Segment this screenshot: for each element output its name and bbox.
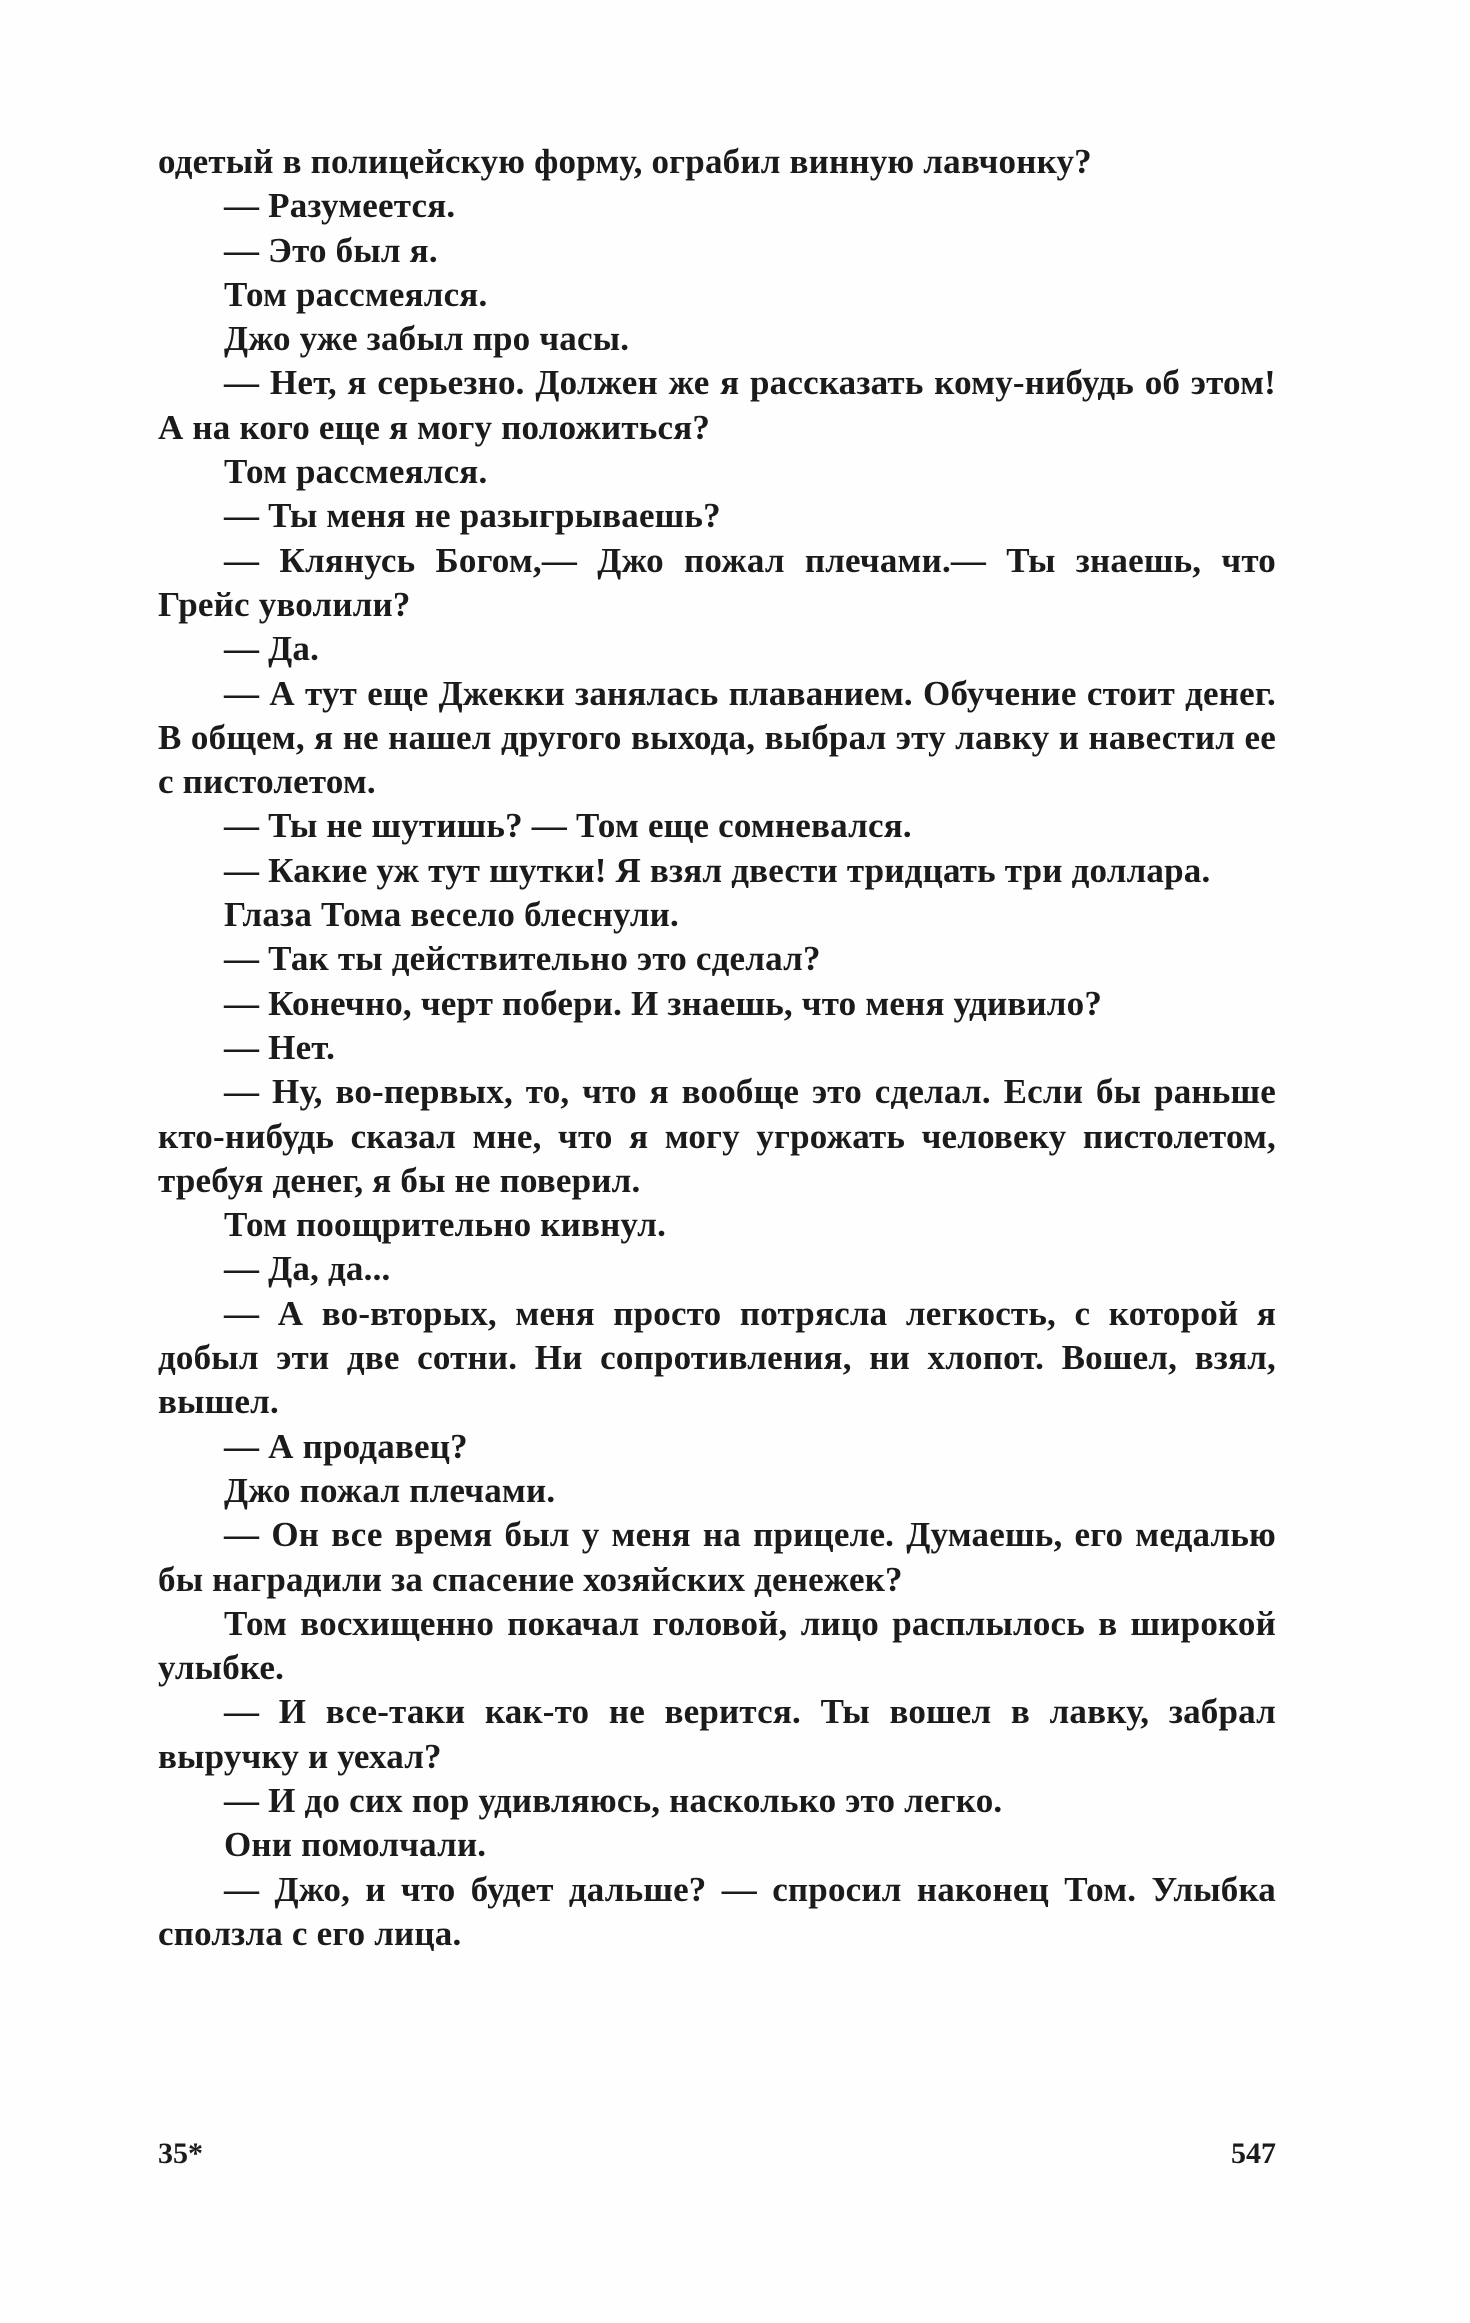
paragraph: Джо пожал плечами. <box>224 1470 556 1510</box>
paragraph: — Ты меня не разыгрываешь? <box>224 496 721 536</box>
paragraph: — Да. <box>224 629 320 669</box>
paragraph: — Клянусь Богом,— Джо пожал плечами.— Ты знаешь, что Грейс уволили? <box>158 540 1276 624</box>
paragraph: — А продавец? <box>224 1426 468 1466</box>
paragraph: — Нет, я серьезно. Должен же я рассказать кому-нибудь об этом! А на кого еще я могу положиться? <box>158 363 1276 447</box>
paragraph: Том рассмеялся. <box>224 274 488 314</box>
page-footer <box>158 2132 1276 2176</box>
paragraph: Они помолчали. <box>224 1825 487 1865</box>
paragraph: — Да, да... <box>224 1249 391 1289</box>
paragraph: — Ну, во-первых, то, что я вообще это сделал. Если бы раньше кто-нибудь сказал мне, что я могу угрожать человеку пистолетом, требуя денег, я бы не поверил. <box>158 1072 1276 1200</box>
paragraph: — А во-вторых, меня просто потрясла легкость, с которой я добыл эти две сотни. Ни сопротивления, ни хлопот. Вошел, взял, вышел. <box>158 1293 1276 1422</box>
paragraph: — Нет. <box>224 1027 336 1067</box>
paragraph: — Джо, и что будет дальше? — спросил наконец Том. Улыбка сползла с его лица. <box>158 1869 1276 1953</box>
paragraph: — Так ты действительно это сделал? <box>224 939 821 979</box>
paragraph: — Это был я. <box>224 230 438 270</box>
paragraph: Том поощрительно кивнул. <box>224 1205 667 1245</box>
paragraph: — Какие уж тут шутки! Я взял двести тридцать три доллара. <box>224 850 1211 890</box>
paragraph: — А тут еще Джекки занялась плаванием. Обучение стоит денег. В общем, я не нашел другого выхода, выбрал эту лавку и навестил ее с пистолетом. <box>158 673 1276 802</box>
paragraph: — И до сих пор удивляюсь, насколько это легко. <box>224 1780 1003 1820</box>
paragraph: — Он все время был у меня на прицеле. Думаешь, его медалью бы наградили за спасение хозяйских денежек? <box>158 1515 1276 1599</box>
paragraph: Джо уже забыл про часы. <box>224 319 630 359</box>
paragraph: — Конечно, черт побери. И знаешь, что меня удивило? <box>224 983 1103 1023</box>
paragraph: Глаза Тома весело блеснули. <box>224 895 679 935</box>
paragraph: Том восхищенно покачал головой, лицо расплылось в широкой улыбке. <box>158 1603 1276 1688</box>
printer-signature-mark: 35* <box>158 2137 203 2170</box>
paragraph: Том рассмеялся. <box>224 452 488 492</box>
paragraph: — Разумеется. <box>224 186 456 226</box>
paragraph: — И все-таки как-то не верится. Ты вошел в лавку, забрал выручку и уехал? <box>158 1692 1276 1776</box>
body-text <box>158 140 1276 1956</box>
paragraph: одетый в полицейскую форму, ограбил винную лавчонку? <box>158 142 1092 181</box>
page-number: 547 <box>1231 2137 1276 2170</box>
paragraph: — Ты не шутишь? — Том еще сомневался. <box>224 806 912 846</box>
